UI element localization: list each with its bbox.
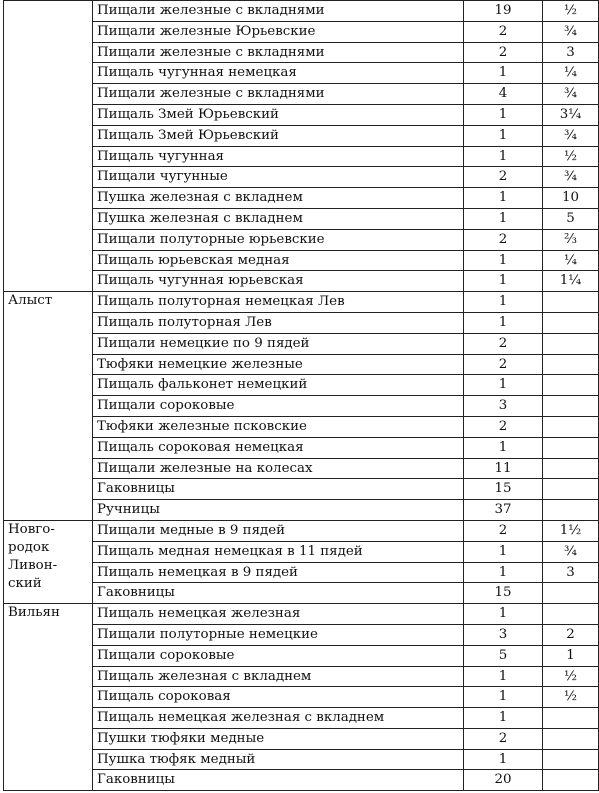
caliber-cell: ²⁄₃	[543, 229, 599, 250]
caliber-cell: ¾	[543, 125, 599, 146]
caliber-cell	[543, 708, 599, 729]
count-cell: 1	[464, 604, 543, 625]
caliber-cell: 3	[543, 42, 599, 63]
caliber-cell: ½	[543, 146, 599, 167]
table-row	[4, 84, 599, 105]
caliber-cell	[543, 604, 599, 625]
table-row	[4, 520, 599, 541]
gun-name-cell: Тюфяки железные псковские	[93, 416, 464, 437]
table-row	[4, 687, 599, 708]
table-row	[4, 125, 599, 146]
gun-name-cell: Пушка железная с вкладнем	[93, 188, 464, 209]
count-cell: 1	[464, 687, 543, 708]
caliber-cell	[543, 416, 599, 437]
caliber-cell	[543, 479, 599, 500]
table-row	[4, 375, 599, 396]
gun-name-cell: Пищали железные с вкладнями	[93, 84, 464, 105]
gun-name-cell: Пищали полуторные юрьевские	[93, 229, 464, 250]
place-cell: Алыст	[4, 292, 93, 521]
table-row	[4, 770, 599, 791]
gun-name-cell: Пищали немецкие по 9 пядей	[93, 333, 464, 354]
table-body	[4, 1, 599, 791]
caliber-cell: 1½	[543, 520, 599, 541]
gun-name-cell: Пищаль железная с вкладнем	[93, 666, 464, 687]
table-row	[4, 333, 599, 354]
caliber-cell: ¾	[543, 21, 599, 42]
artillery-table	[3, 0, 599, 791]
count-cell: 1	[464, 208, 543, 229]
count-cell: 2	[464, 728, 543, 749]
table-row	[4, 104, 599, 125]
gun-name-cell: Гаковницы	[93, 583, 464, 604]
caliber-cell	[543, 292, 599, 313]
caliber-cell	[543, 749, 599, 770]
table-row	[4, 271, 599, 292]
count-cell: 15	[464, 479, 543, 500]
caliber-cell: 1¼	[543, 271, 599, 292]
gun-name-cell: Пищали чугунные	[93, 167, 464, 188]
caliber-cell: ½	[543, 1, 599, 22]
gun-name-cell: Гаковницы	[93, 770, 464, 791]
gun-name-cell: Пищаль юрьевская медная	[93, 250, 464, 271]
count-cell: 1	[464, 312, 543, 333]
table-row	[4, 1, 599, 22]
caliber-cell: 5	[543, 208, 599, 229]
count-cell: 1	[464, 146, 543, 167]
table-row	[4, 479, 599, 500]
table-row	[4, 645, 599, 666]
gun-name-cell: Ручницы	[93, 500, 464, 521]
table-row	[4, 437, 599, 458]
table-row	[4, 604, 599, 625]
caliber-cell	[543, 354, 599, 375]
place-cell: Вильян	[4, 604, 93, 791]
table-row	[4, 541, 599, 562]
table-row	[4, 666, 599, 687]
table-row	[4, 728, 599, 749]
table-row	[4, 250, 599, 271]
caliber-cell: ¾	[543, 167, 599, 188]
count-cell: 2	[464, 354, 543, 375]
gun-name-cell: Пищали железные Юрьевские	[93, 21, 464, 42]
count-cell: 2	[464, 21, 543, 42]
caliber-cell	[543, 770, 599, 791]
table-row	[4, 188, 599, 209]
gun-name-cell: Гаковницы	[93, 479, 464, 500]
table-row	[4, 416, 599, 437]
caliber-cell	[543, 583, 599, 604]
count-cell: 11	[464, 458, 543, 479]
table-row	[4, 458, 599, 479]
table-row	[4, 624, 599, 645]
caliber-cell: ¼	[543, 63, 599, 84]
gun-name-cell: Пищали железные с вкладнями	[93, 42, 464, 63]
count-cell: 2	[464, 520, 543, 541]
gun-name-cell: Пищаль сороковая	[93, 687, 464, 708]
gun-name-cell: Пищаль чугунная	[93, 146, 464, 167]
gun-name-cell: Пищаль немецкая железная	[93, 604, 464, 625]
table-row	[4, 583, 599, 604]
count-cell: 1	[464, 749, 543, 770]
count-cell: 1	[464, 708, 543, 729]
gun-name-cell: Тюфяки немецкие железные	[93, 354, 464, 375]
count-cell: 2	[464, 416, 543, 437]
count-cell: 1	[464, 271, 543, 292]
gun-name-cell: Пищаль сороковая немецкая	[93, 437, 464, 458]
table-row	[4, 500, 599, 521]
count-cell: 1	[464, 375, 543, 396]
table-row	[4, 42, 599, 63]
count-cell: 3	[464, 396, 543, 417]
caliber-cell	[543, 437, 599, 458]
table-row	[4, 354, 599, 375]
gun-name-cell: Пищаль медная немецкая в 11 пядей	[93, 541, 464, 562]
count-cell: 5	[464, 645, 543, 666]
caliber-cell: ½	[543, 666, 599, 687]
caliber-cell: ¾	[543, 541, 599, 562]
count-cell: 4	[464, 84, 543, 105]
count-cell: 2	[464, 229, 543, 250]
table-row	[4, 208, 599, 229]
table-row	[4, 292, 599, 313]
count-cell: 1	[464, 541, 543, 562]
count-cell: 3	[464, 624, 543, 645]
caliber-cell: 3	[543, 562, 599, 583]
gun-name-cell: Пищаль чугунная юрьевская	[93, 271, 464, 292]
caliber-cell	[543, 312, 599, 333]
caliber-cell: 10	[543, 188, 599, 209]
gun-name-cell: Пищаль фальконет немецкий	[93, 375, 464, 396]
caliber-cell	[543, 375, 599, 396]
caliber-cell	[543, 500, 599, 521]
count-cell: 1	[464, 188, 543, 209]
gun-name-cell: Пушка железная с вкладнем	[93, 208, 464, 229]
table-row	[4, 146, 599, 167]
gun-name-cell: Пищаль немецкая железная с вкладнем	[93, 708, 464, 729]
gun-name-cell: Пушка тюфяк медный	[93, 749, 464, 770]
count-cell: 2	[464, 42, 543, 63]
caliber-cell	[543, 458, 599, 479]
caliber-cell: ½	[543, 687, 599, 708]
count-cell: 1	[464, 292, 543, 313]
gun-name-cell: Пищали медные в 9 пядей	[93, 520, 464, 541]
count-cell: 15	[464, 583, 543, 604]
count-cell: 1	[464, 666, 543, 687]
gun-name-cell: Пищаль полуторная немецкая Лев	[93, 292, 464, 313]
count-cell: 2	[464, 167, 543, 188]
table-row	[4, 708, 599, 729]
count-cell: 1	[464, 562, 543, 583]
table-row	[4, 312, 599, 333]
gun-name-cell: Пищали железные на колесах	[93, 458, 464, 479]
table-row	[4, 229, 599, 250]
caliber-cell: ¾	[543, 84, 599, 105]
table-row	[4, 167, 599, 188]
place-cell: Новго-родок Ливон-ский	[4, 520, 93, 603]
count-cell: 1	[464, 104, 543, 125]
table-row	[4, 396, 599, 417]
caliber-cell	[543, 333, 599, 354]
count-cell: 1	[464, 250, 543, 271]
gun-name-cell: Пищали сороковые	[93, 645, 464, 666]
gun-name-cell: Пищаль Змей Юрьевский	[93, 104, 464, 125]
count-cell: 37	[464, 500, 543, 521]
gun-name-cell: Пищали сороковые	[93, 396, 464, 417]
gun-name-cell: Пищаль Змей Юрьевский	[93, 125, 464, 146]
count-cell: 1	[464, 125, 543, 146]
caliber-cell: 3¼	[543, 104, 599, 125]
count-cell: 1	[464, 63, 543, 84]
count-cell: 20	[464, 770, 543, 791]
count-cell: 1	[464, 437, 543, 458]
gun-name-cell: Пищали железные с вкладнями	[93, 1, 464, 22]
count-cell: 19	[464, 1, 543, 22]
gun-name-cell: Пушки тюфяки медные	[93, 728, 464, 749]
gun-name-cell: Пищаль немецкая в 9 пядей	[93, 562, 464, 583]
caliber-cell	[543, 728, 599, 749]
table-row	[4, 21, 599, 42]
caliber-cell: ¼	[543, 250, 599, 271]
gun-name-cell: Пищаль чугунная немецкая	[93, 63, 464, 84]
count-cell: 2	[464, 333, 543, 354]
table-row	[4, 562, 599, 583]
caliber-cell	[543, 396, 599, 417]
caliber-cell: 2	[543, 624, 599, 645]
place-cell	[4, 1, 93, 292]
caliber-cell: 1	[543, 645, 599, 666]
gun-name-cell: Пищаль полуторная Лев	[93, 312, 464, 333]
table-row	[4, 749, 599, 770]
table-row	[4, 63, 599, 84]
gun-name-cell: Пищали полуторные немецкие	[93, 624, 464, 645]
